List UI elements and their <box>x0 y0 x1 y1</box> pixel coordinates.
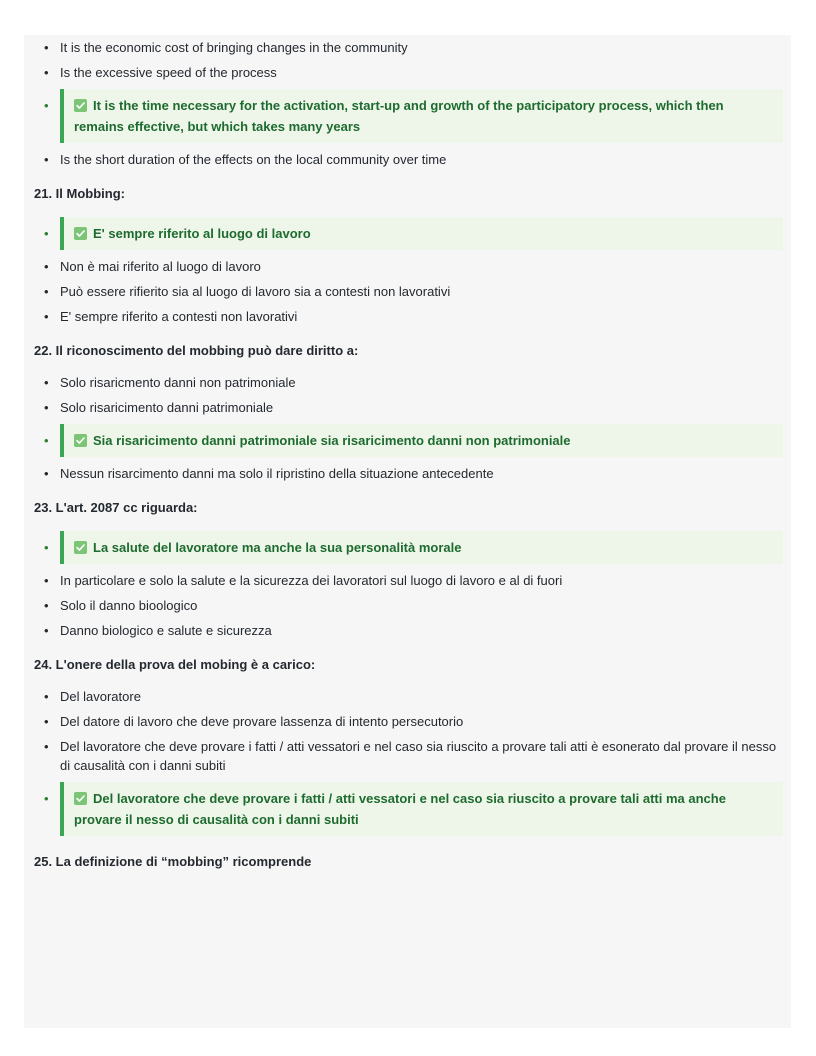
checkmark-icon <box>74 792 87 805</box>
answer-text: Del lavoratore <box>60 689 141 704</box>
answer-option <box>34 461 783 486</box>
quiz-content <box>24 35 791 871</box>
answer-text: Is the short duration of the effects on the local community over time <box>60 152 447 167</box>
bullet-icon: • <box>44 466 49 481</box>
answer-option <box>34 254 783 279</box>
answer-option <box>34 279 783 304</box>
answer-text: Non è mai riferito al luogo di lavoro <box>60 259 261 274</box>
answer-option <box>34 147 783 172</box>
answer-text: Nessun risarcimento danni ma solo il ripristino della situazione antecedente <box>60 466 494 481</box>
bullet-icon: • <box>44 689 49 704</box>
bullet-icon: • <box>44 65 49 80</box>
answer-option <box>34 304 783 329</box>
checkmark-icon <box>74 227 87 240</box>
answer-text: Solo risaricmento danni non patrimoniale <box>60 375 296 390</box>
checkmark-icon <box>74 434 87 447</box>
bullet-icon: • <box>44 714 49 729</box>
correct-answer-text: Del lavoratore che deve provare i fatti / atti vessatori e nel caso sia riuscito a provare tali atti ma anche provare il nesso di causalità con i danni subiti <box>74 791 726 827</box>
quiz-page <box>24 35 791 1028</box>
answer-option <box>34 734 783 778</box>
answer-text: Solo il danno bioologico <box>60 598 198 613</box>
answer-option <box>34 395 783 420</box>
question-title: 25. La definizione di “mobbing” ricomprende <box>34 854 312 869</box>
answer-text: Danno biologico e salute e sicurezza <box>60 623 272 638</box>
answer-option <box>34 35 783 60</box>
bullet-icon: • <box>44 98 49 113</box>
correct-answer-option <box>34 85 783 147</box>
bullet-icon: • <box>44 739 49 754</box>
correct-answer-option <box>34 213 783 254</box>
answer-option <box>34 709 783 734</box>
answer-option <box>34 618 783 643</box>
bullet-icon: • <box>44 226 49 241</box>
question-title: 23. L'art. 2087 cc riguarda: <box>34 500 198 515</box>
correct-answer-text: It is the time necessary for the activation, start-up and growth of the participatory process, which then remains effective, but which takes many years <box>74 98 724 134</box>
answer-option <box>34 370 783 395</box>
answer-text: Is the excessive speed of the process <box>60 65 277 80</box>
bullet-icon: • <box>44 540 49 555</box>
correct-answer-highlight <box>60 89 783 143</box>
correct-answer-option <box>34 527 783 568</box>
correct-answer-highlight <box>60 782 783 836</box>
answer-text: Solo risaricimento danni patrimoniale <box>60 400 274 415</box>
answer-option <box>34 568 783 593</box>
question-title: 21. Il Mobbing: <box>34 186 125 201</box>
correct-answer-highlight <box>60 531 783 564</box>
bullet-icon: • <box>44 623 49 638</box>
checkmark-icon <box>74 541 87 554</box>
answer-option <box>34 60 783 85</box>
answer-list <box>34 527 783 643</box>
checkmark-icon <box>74 99 87 112</box>
bullet-icon: • <box>44 152 49 167</box>
bullet-icon: • <box>44 375 49 390</box>
answer-list <box>34 684 783 840</box>
bullet-icon: • <box>44 400 49 415</box>
bullet-icon: • <box>44 433 49 448</box>
bullet-icon: • <box>44 598 49 613</box>
question-title: 22. Il riconoscimento del mobbing può dare diritto a: <box>34 343 359 358</box>
bullet-icon: • <box>44 309 49 324</box>
bullet-icon: • <box>44 40 49 55</box>
correct-answer-text: E' sempre riferito al luogo di lavoro <box>93 226 311 241</box>
bullet-icon: • <box>44 791 49 806</box>
answer-option <box>34 684 783 709</box>
correct-answer-highlight <box>60 217 783 250</box>
bullet-icon: • <box>44 259 49 274</box>
correct-answer-option <box>34 778 783 840</box>
answer-list <box>34 213 783 329</box>
answer-text: Può essere rifierito sia al luogo di lavoro sia a contesti non lavorativi <box>60 284 451 299</box>
correct-answer-text: Sia risaricimento danni patrimoniale sia risaricimento danni non patrimoniale <box>93 433 571 448</box>
answer-text: In particolare e solo la salute e la sicurezza dei lavoratori sul luogo di lavoro e al di fuori <box>60 573 563 588</box>
bullet-icon: • <box>44 573 49 588</box>
answer-text: E' sempre riferito a contesti non lavorativi <box>60 309 298 324</box>
answer-option <box>34 593 783 618</box>
correct-answer-highlight <box>60 424 783 457</box>
answer-text: Del datore di lavoro che deve provare lassenza di intento persecutorio <box>60 714 464 729</box>
correct-answer-text: La salute del lavoratore ma anche la sua personalità morale <box>93 540 462 555</box>
bullet-icon: • <box>44 284 49 299</box>
correct-answer-option <box>34 420 783 461</box>
question-title: 24. L'onere della prova del mobing è a carico: <box>34 657 316 672</box>
answer-text: It is the economic cost of bringing changes in the community <box>60 40 408 55</box>
answer-text: Del lavoratore che deve provare i fatti / atti vessatori e nel caso sia riuscito a provare tali atti è esonerato dal provare il nesso di causalità con i danni subiti <box>60 739 777 773</box>
answer-list <box>34 35 783 172</box>
answer-list <box>34 370 783 486</box>
